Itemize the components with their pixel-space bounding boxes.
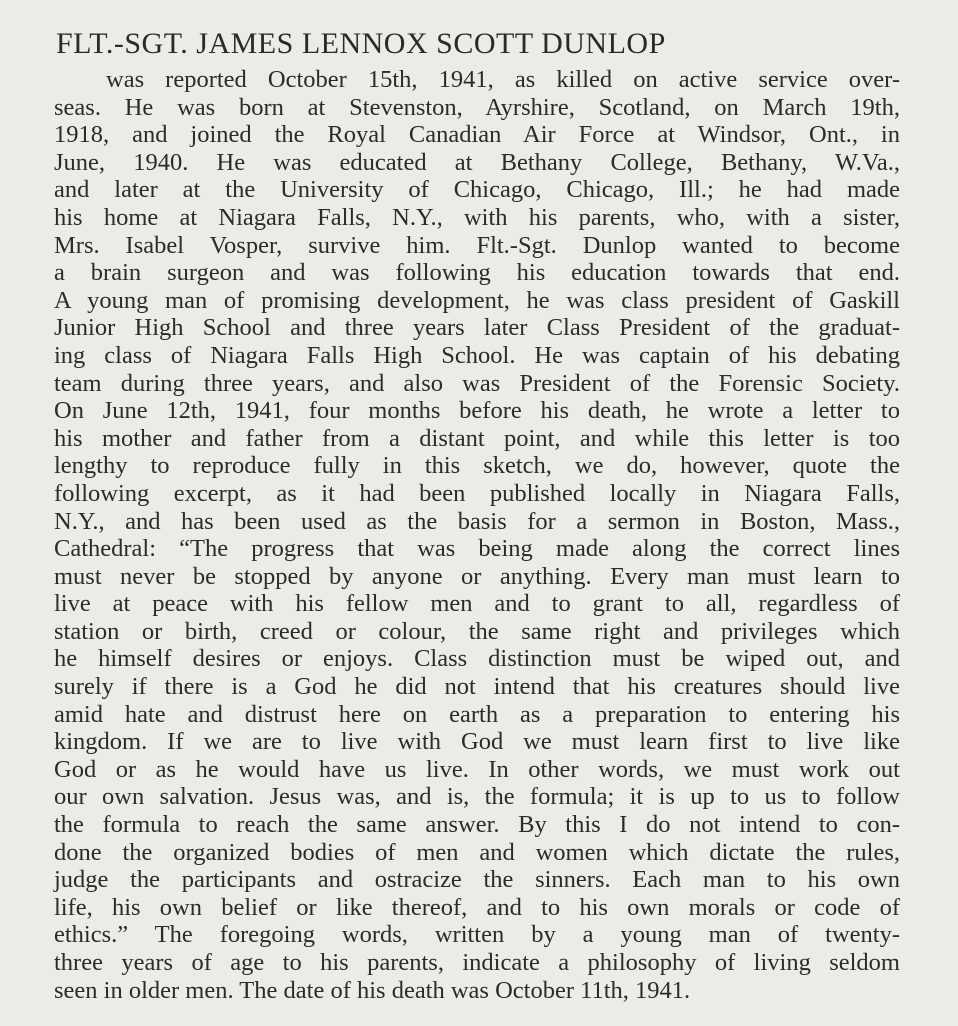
text-line: N.Y., and has been used as the basis for a sermon in Boston, Mass.,	[54, 507, 900, 535]
text-line: God or as he would have us live. In other words, we must work out	[54, 755, 900, 783]
text-line: live at peace with his fellow men and to grant to all, regardless of	[54, 590, 900, 618]
text-line: 1918, and joined the Royal Canadian Air Force at Windsor, Ont., in	[54, 121, 900, 149]
text-line: he himself desires or enjoys. Class distinction must be wiped out, and	[54, 645, 900, 673]
text-line: following excerpt, as it had been published locally in Niagara Falls,	[54, 479, 900, 507]
memorial-paragraph	[54, 66, 900, 1004]
text-line: A young man of promising development, he was class president of Gaskill	[54, 286, 900, 314]
text-line: Junior High School and three years later Class President of the graduat-	[54, 314, 900, 342]
text-line: kingdom. If we are to live with God we must learn first to live like	[54, 728, 900, 756]
text-line: must never be stopped by anyone or anything. Every man must learn to	[54, 562, 900, 590]
text-line: On June 12th, 1941, four months before his death, he wrote a letter to	[54, 397, 900, 425]
text-line: judge the participants and ostracize the sinners. Each man to his own	[54, 866, 900, 894]
page-title: FLT.-SGT. JAMES LENNOX SCOTT DUNLOP	[56, 27, 666, 60]
text-line: done the organized bodies of men and women which dictate the rules,	[54, 838, 900, 866]
text-line: his home at Niagara Falls, N.Y., with his parents, who, with a sister,	[54, 203, 900, 231]
text-line: life, his own belief or like thereof, and to his own morals or code of	[54, 893, 900, 921]
text-line: ethics.” The foregoing words, written by a young man of twenty-	[54, 921, 900, 949]
text-line: team during three years, and also was President of the Forensic Society.	[54, 369, 900, 397]
text-line: seas. He was born at Stevenston, Ayrshire, Scotland, on March 19th,	[54, 93, 900, 121]
text-line: the formula to reach the same answer. By this I do not intend to con-	[54, 811, 900, 839]
text-line: surely if there is a God he did not intend that his creatures should live	[54, 673, 900, 701]
text-line: lengthy to reproduce fully in this sketch, we do, however, quote the	[54, 452, 900, 480]
text-line: a brain surgeon and was following his education towards that end.	[54, 259, 900, 287]
text-line: station or birth, creed or colour, the same right and privileges which	[54, 617, 900, 645]
text-line: ing class of Niagara Falls High School. He was captain of his debating	[54, 341, 900, 369]
text-line: June, 1940. He was educated at Bethany College, Bethany, W.Va.,	[54, 148, 900, 176]
text-line: Cathedral: “The progress that was being made along the correct lines	[54, 535, 900, 563]
text-line: Mrs. Isabel Vosper, survive him. Flt.-Sgt. Dunlop wanted to become	[54, 231, 900, 259]
text-line: our own salvation. Jesus was, and is, the formula; it is up to us to follow	[54, 783, 900, 811]
text-line: his mother and father from a distant point, and while this letter is too	[54, 424, 900, 452]
text-line: three years of age to his parents, indicate a philosophy of living seldom	[54, 949, 900, 976]
text-line: amid hate and distrust here on earth as a preparation to entering his	[54, 700, 900, 728]
text-line: seen in older men. The date of his death was October 11th, 1941.	[54, 976, 691, 1004]
text-line: was reported October 15th, 1941, as killed on active service over-	[106, 66, 900, 93]
text-line: and later at the University of Chicago, Chicago, Ill.; he had made	[54, 176, 900, 204]
